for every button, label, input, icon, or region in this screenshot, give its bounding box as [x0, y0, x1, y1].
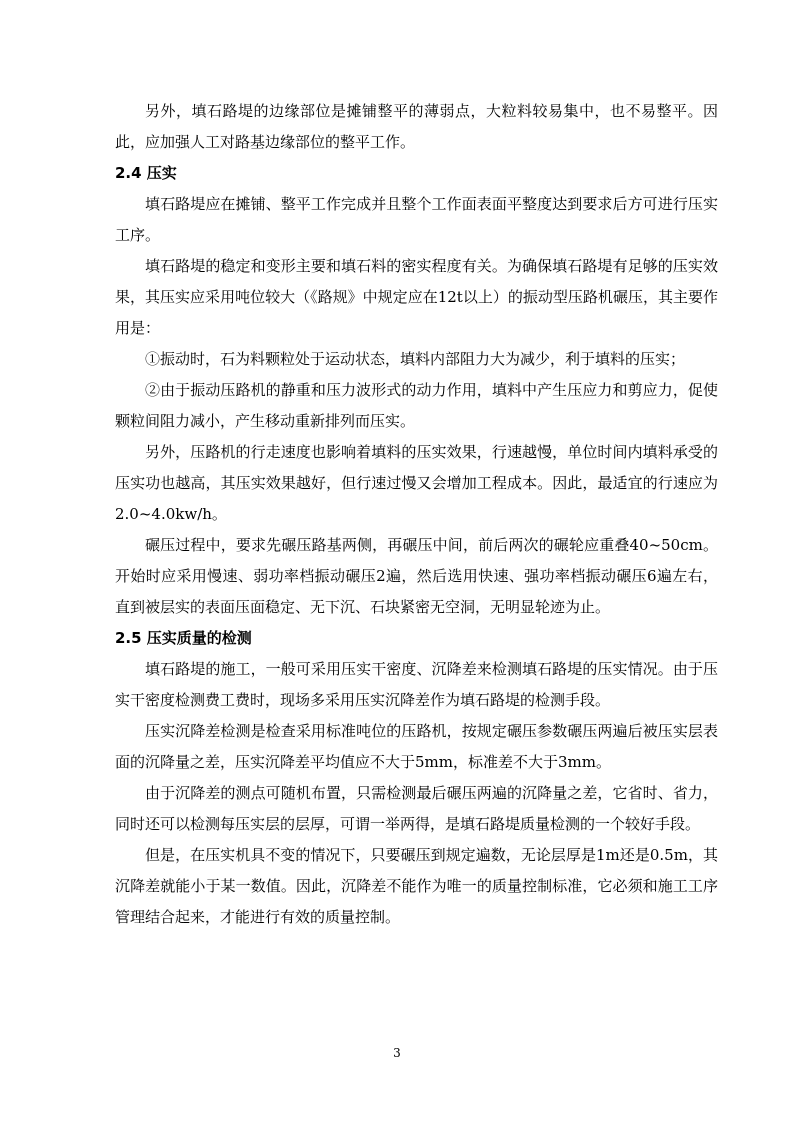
paragraph: 由于沉降差的测点可随机布置，只需检测最后碾压两遍的沉降量之差，它省时、省力，同时还可以检测每压实层的层厚，可谓一举两得，是填石路堤质量检测的一个较好手段。 — [115, 784, 718, 833]
section-heading-2-5: 2.5 压实质量的检测 — [115, 629, 252, 647]
paragraph: 压实沉降差检测是检查采用标准吨位的压路机，按规定碾压参数碾压两遍后被压实层表面的沉降量之差，压实沉降差平均值应不大于5mm，标准差不大于3mm。 — [115, 722, 718, 771]
paragraph: 填石路堤的稳定和变形主要和填石料的密实程度有关。为确保填石路堤有足够的压实效果，其压实应采用吨位较大（《路规》中规定应在12t以上）的振动型压路机碾压，其主要作用是： — [115, 257, 718, 337]
page-number: 3 — [393, 1046, 401, 1060]
paragraph: 另外，填石路堤的边缘部位是摊铺整平的薄弱点，大粒料较易集中，也不易整平。因此，应加强人工对路基边缘部位的整平工作。 — [115, 102, 718, 151]
paragraph: 填石路堤的施工，一般可采用压实干密度、沉降差来检测填石路堤的压实情况。由于压实干密度检测费工费时，现场多采用压实沉降差作为填石路堤的检测手段。 — [115, 660, 718, 709]
paragraph: 另外，压路机的行走速度也影响着填料的压实效果，行速越慢，单位时间内填料承受的压实功也越高，其压实效果越好，但行速过慢又会增加工程成本。因此，最适宜的行速应为2.0~4.0kw/h。 — [115, 443, 718, 523]
paragraph: 但是，在压实机具不变的情况下，只要碾压到规定遍数，无论层厚是1m还是0.5m，其沉降差就能小于某一数值。因此，沉降差不能作为唯一的质量控制标准，它必须和施工工序管理结合起来，才能进行有效的质量控制。 — [115, 846, 718, 926]
section-heading-2-4: 2.4 压实 — [115, 164, 177, 182]
page-content — [115, 96, 718, 933]
paragraph: 碾压过程中，要求先碾压路基两侧，再碾压中间，前后两次的碾轮应重叠40~50cm。开始时应采用慢速、弱功率档振动碾压2遍，然后选用快速、强功率档振动碾压6遍左右，直到被层实的表面压面稳定、无下沉、石块紧密无空洞，无明显轮迹为止。 — [115, 536, 718, 616]
paragraph: 填石路堤应在摊铺、整平工作完成并且整个工作面表面平整度达到要求后方可进行压实工序。 — [115, 195, 718, 244]
paragraph: ②由于振动压路机的静重和压力波形式的动力作用，填料中产生压应力和剪应力，促使颗粒间阻力减小，产生移动重新排列而压实。 — [115, 381, 718, 430]
paragraph: ①振动时，石为料颗粒处于运动状态，填料内部阻力大为减少，利于填料的压实； — [145, 350, 686, 368]
